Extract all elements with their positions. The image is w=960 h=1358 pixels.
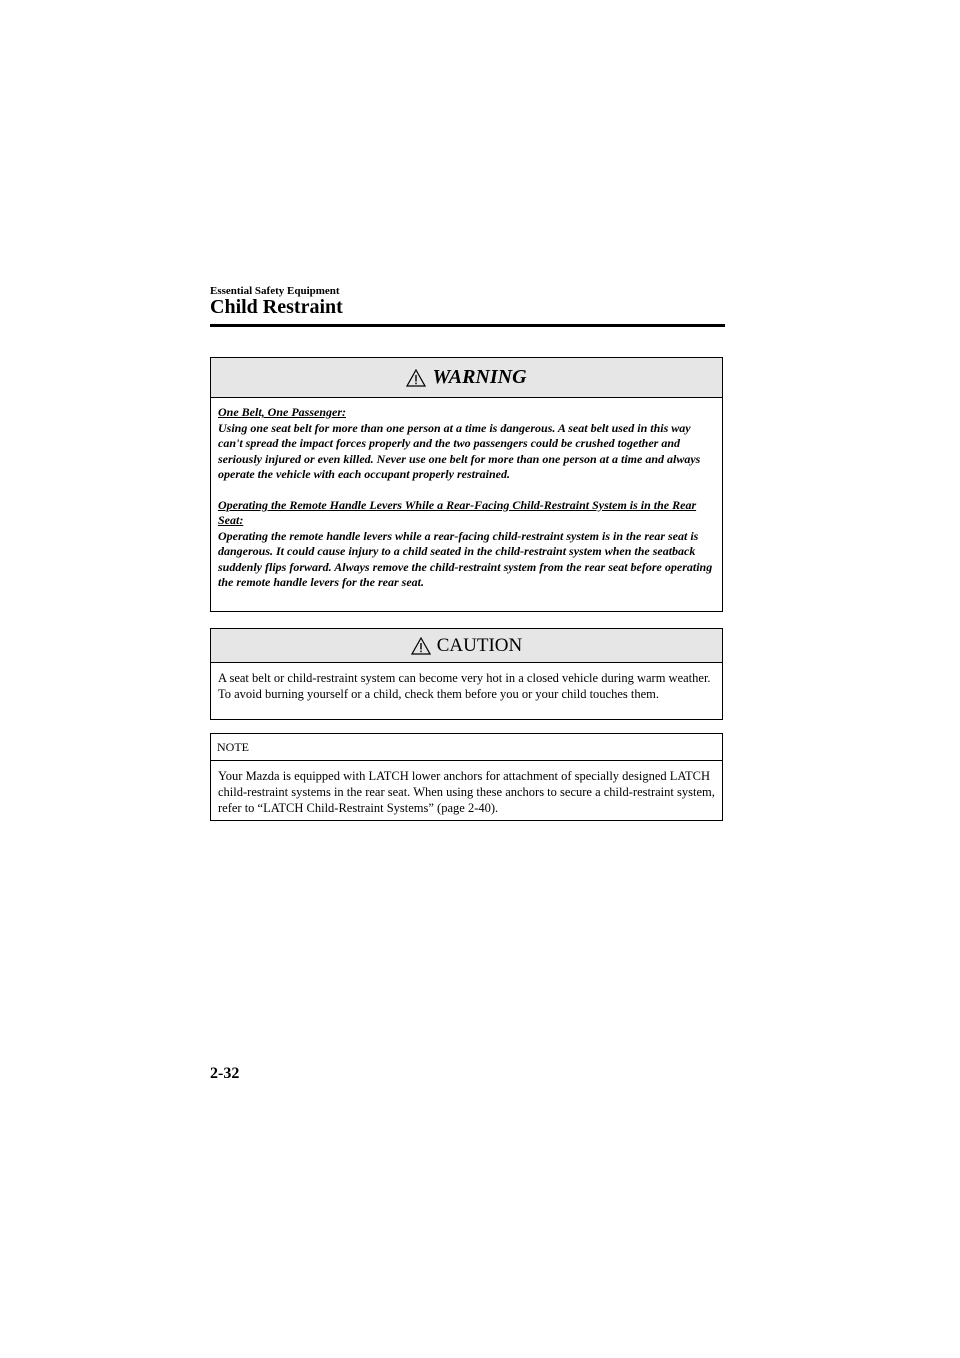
warning-label: WARNING <box>432 366 527 388</box>
warning-body <box>211 398 722 591</box>
title-divider <box>210 324 725 327</box>
caution-header <box>211 629 722 663</box>
warning-paragraph-one-belt <box>218 405 715 483</box>
note-body: Your Mazda is equipped with LATCH lower anchors for attachment of specially designed LATCH child-restraint systems in the rear seat. When using these anchors to secure a child-restraint system, refer to “LATCH Child-Restraint Systems” (page 2-40). <box>218 769 715 815</box>
caution-box <box>210 628 723 720</box>
caution-label: CAUTION <box>436 634 523 656</box>
page-number: 2-32 <box>210 1065 240 1082</box>
note-box <box>210 733 723 821</box>
section-label: Essential Safety Equipment <box>210 285 340 297</box>
warning-box <box>210 357 723 612</box>
caution-body: A seat belt or child-restraint system can become very hot in a closed vehicle during warm weather. To avoid burning yourself or a child, check them before you or your child touches them. <box>218 671 711 701</box>
warning-paragraph-remote-handle <box>218 498 715 591</box>
warning-heading-remote-handle: Operating the Remote Handle Levers While a Rear-Facing Child-Restraint System is in the Rear Seat: <box>218 497 697 527</box>
page-title: Child Restraint <box>210 296 343 318</box>
warning-text-one-belt: Using one seat belt for more than one person at a time is dangerous. A seat belt used in this way can't spread the impact forces properly and the two passengers could be crushed together and seriously injured or even killed. Never use one belt for more than one person at a time and always operate the vehicle with each occupant properly restrained. <box>218 420 701 481</box>
warning-triangle-icon <box>406 369 426 387</box>
warning-triangle-icon <box>411 637 431 655</box>
warning-heading-one-belt: One Belt, One Passenger: <box>218 405 346 419</box>
note-label: NOTE <box>217 739 249 754</box>
note-header <box>211 734 722 761</box>
warning-text-remote-handle: Operating the remote handle levers while a rear-facing child-restraint system is in the rear seat is dangerous. It could cause injury to a child seated in the child-restraint system when the seatback suddenly flips forward. Always remove the child-restraint system from the rear seat before operating the remote handle levers for the rear seat. <box>218 528 713 589</box>
warning-header <box>211 358 722 398</box>
